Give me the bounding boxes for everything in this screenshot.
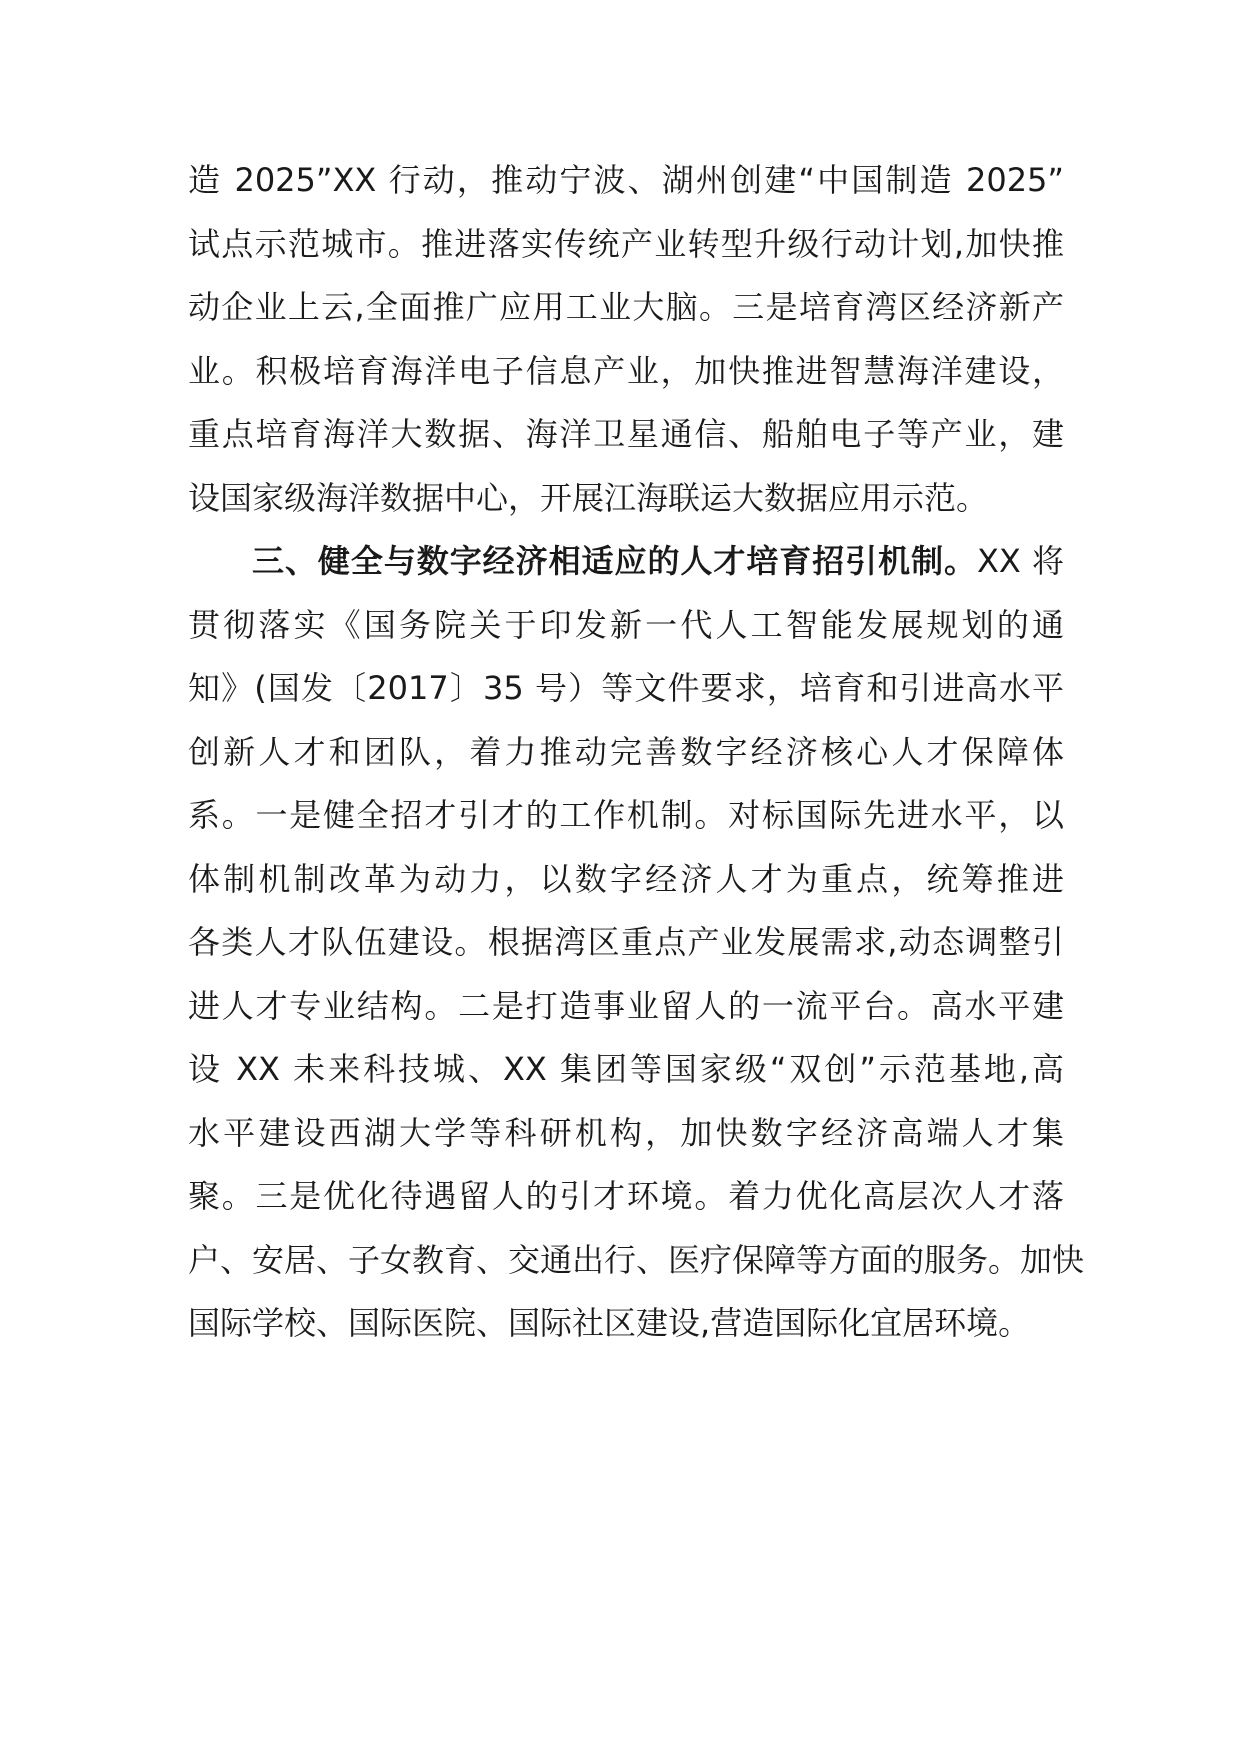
text-line: 各类人才队伍建设。根据湾区重点产业发展需求,动态调整引 xyxy=(188,923,1064,961)
text-fragment: XX 将 xyxy=(977,542,1064,580)
text-line: 水平建设西湖大学等科研机构，加快数字经济高端人才集 xyxy=(188,1113,1064,1152)
text-line: 业。积极培育海洋电子信息产业，加快推进智慧海洋建设， xyxy=(188,351,1064,390)
text-line: 创新人才和团队，着力推动完善数字经济核心人才保障体 xyxy=(188,732,1064,771)
text-line: 动企业上云,全面推广应用工业大脑。三是培育湾区经济新产 xyxy=(188,288,1064,326)
text-line: 重点培育海洋大数据、海洋卫星通信、船舶电子等产业，建 xyxy=(188,415,1064,453)
text-line: 体制机制改革为动力，以数字经济人才为重点，统筹推进 xyxy=(188,859,1064,898)
text-line: 设 XX 未来科技城、XX 集团等国家级“双创”示范基地,高 xyxy=(188,1050,1064,1088)
section-heading: 三、健全与数字经济相适应的人才培育招引机制。 xyxy=(252,542,977,580)
section-heading-line xyxy=(188,542,1064,609)
text-line: 聚。三是优化待遇留人的引才环境。着力优化高层次人才落 xyxy=(188,1177,1064,1215)
paragraph-talent xyxy=(188,542,1085,1371)
text-line: 试点示范城市。推进落实传统产业转型升级行动计划,加快推 xyxy=(188,224,1064,263)
text-line: 进人才专业结构。二是打造事业留人的一流平台。高水平建 xyxy=(188,986,1064,1025)
text-line: 造 2025”XX 行动，推动宁波、湖州创建“中国制造 2025” xyxy=(188,161,1064,199)
text-line: 知》(国发〔2017〕35 号）等文件要求，培育和引进高水平 xyxy=(188,669,1064,707)
text-line: 贯彻落实《国务院关于印发新一代人工智能发展规划的通 xyxy=(188,605,1064,644)
text-line: 户、安居、子女教育、交通出行、医疗保障等方面的服务。加快 xyxy=(188,1240,1085,1279)
paragraph-industry xyxy=(188,161,1064,545)
text-line: 系。一是健全招才引才的工作机制。对标国际先进水平，以 xyxy=(188,796,1064,834)
document-body xyxy=(188,161,1085,1371)
text-line: 国际学校、国际医院、国际社区建设,营造国际化宜居环境。 xyxy=(188,1304,1031,1342)
text-line: 设国家级海洋数据中心，开展江海联运大数据应用示范。 xyxy=(188,478,989,517)
